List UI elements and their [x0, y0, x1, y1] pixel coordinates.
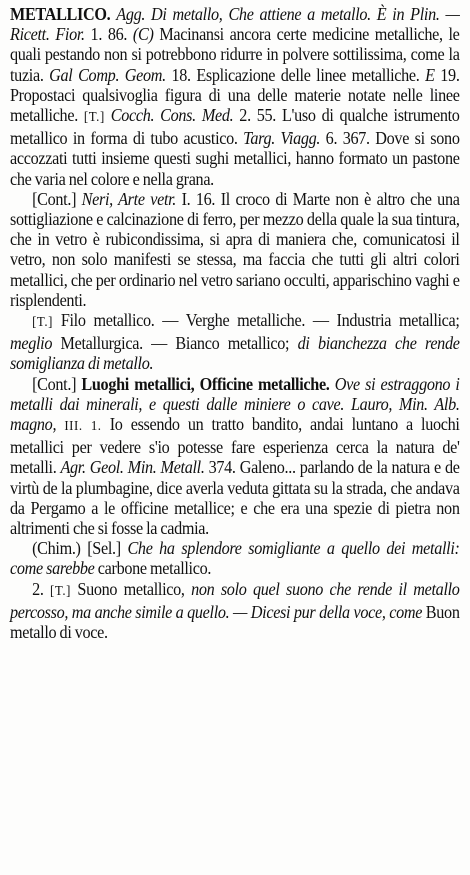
example-text: Buon metallo di voce. [10, 601, 460, 643]
citation-number: 1. 86. [90, 24, 128, 45]
usage-note: Che ha splendore somigliante a quello dei metalli: come sarebbe [10, 538, 460, 579]
citation-number: 374. [208, 457, 236, 478]
tag: [Cont.] [32, 188, 77, 209]
citation-number: 6. 367. [325, 128, 370, 149]
subheading: Luoghi metallici, Officine metalliche. [81, 373, 330, 394]
usage-note: di bianchezza che rende somiglianza di metallo. [10, 333, 460, 374]
example-text: carbone metallico. [97, 558, 212, 579]
citation: Targ. Viagg. [243, 128, 321, 149]
example-text: Dove si sono accozzati tutti insieme questi sughi metallici, hanno formato un pastone che varia nel colore e nella grana. [10, 128, 460, 189]
entry-paragraph-cont-1 [10, 189, 460, 310]
example-text: Suono metallico, [77, 578, 185, 599]
citation: E [425, 64, 435, 85]
example-text: Macinansi ancora certe medicine metalliche, le quali pestando non si potrebbono ridurre in polvere sottilissima, come la tuzia. [10, 24, 460, 85]
tag: [T.] [50, 583, 71, 599]
example-text: Metallurgica. — Bianco metallico; [60, 333, 290, 354]
definition-gloss: Di metallo, Che attiene a metallo. [151, 4, 371, 24]
tag: [T.] [32, 315, 54, 331]
citation: Lauro, Min. Alb. magno, [10, 393, 460, 435]
entry-paragraph-2 [10, 579, 460, 643]
citation: Cocch. Cons. Med. [110, 105, 234, 126]
usage-note: Ove si estraggono i metalli dai minerali, e questi dalle miniere o cave. [10, 373, 460, 414]
example-text: Filo metallico. — Verghe metalliche. — Industria metallica; [60, 310, 460, 331]
tag: [Cont.] [32, 373, 77, 394]
example-text: L'uso di qualche istrumento metallico in forma di tubo acustico. [10, 105, 460, 149]
headword: METALLICO. [10, 4, 111, 24]
citation-number: 19. [440, 64, 460, 85]
tag: (C) [132, 24, 154, 45]
entry-paragraph-t-1 [10, 310, 460, 374]
sense-number: 2. [32, 578, 44, 599]
citation-number: 2. 55. [239, 105, 277, 126]
citation: Neri, Arte vetr. [81, 188, 177, 209]
entry-paragraph-definition [10, 4, 460, 189]
citation: Agr. Geol. Min. Metall. [60, 457, 205, 478]
entry-paragraph-cont-2 [10, 374, 460, 539]
entry-paragraph-chim [10, 538, 460, 578]
part-of-speech: Agg. [116, 4, 146, 24]
tag: [T.] [83, 110, 105, 126]
example-text: Io essendo un tratto bandito, andai luntano a luochi metallici per vedere s'io potesse fare esperienza cerca la natura de' metalli. [10, 414, 460, 478]
example-text: Galeno... parlando de la natura e de virtù de la plumbagine, dice averla veduta gittata su la strada, che andava da Pergamo a le officine metallice; e che era una spezie di pietra non altrimenti che si fosse la cadmia. [10, 457, 460, 539]
usage-note: meglio [10, 333, 53, 354]
citation-number: 18. [171, 64, 191, 85]
tag: (Chim.) [Sel.] [32, 538, 121, 559]
example-text: Esplicazione delle linee metalliche. [196, 64, 420, 85]
citation-number: I. 16. [181, 188, 216, 209]
citation: — Ricett. Fior. [10, 4, 460, 45]
usage-note: non solo quel suono che rende il metallo percosso, ma anche simile a quello. — Dicesi pur della voce, come [10, 578, 460, 622]
example-text: Propostaci qualsivoglia figura di una delle materie notate nelle linee metalliche. [10, 84, 460, 126]
citation-number: III. 1. [64, 419, 102, 435]
citation: Gal Comp. Geom. [49, 64, 166, 85]
source-note: È in Plin. [376, 4, 440, 24]
example-text: Il croco di Marte non è altro che una sottigliazione e calcinazione di ferro, per mezzo della quale la sua tintura, che in vetro è rubicondissima, si apra di maniera che, comunicatosi il vetro, non solo manifesti se stessa, ma faccia che tutti gli altri colori metallici, che per ordinario nel vetro sariano occulti, apparischino vaghi e risplendenti. [10, 188, 460, 310]
